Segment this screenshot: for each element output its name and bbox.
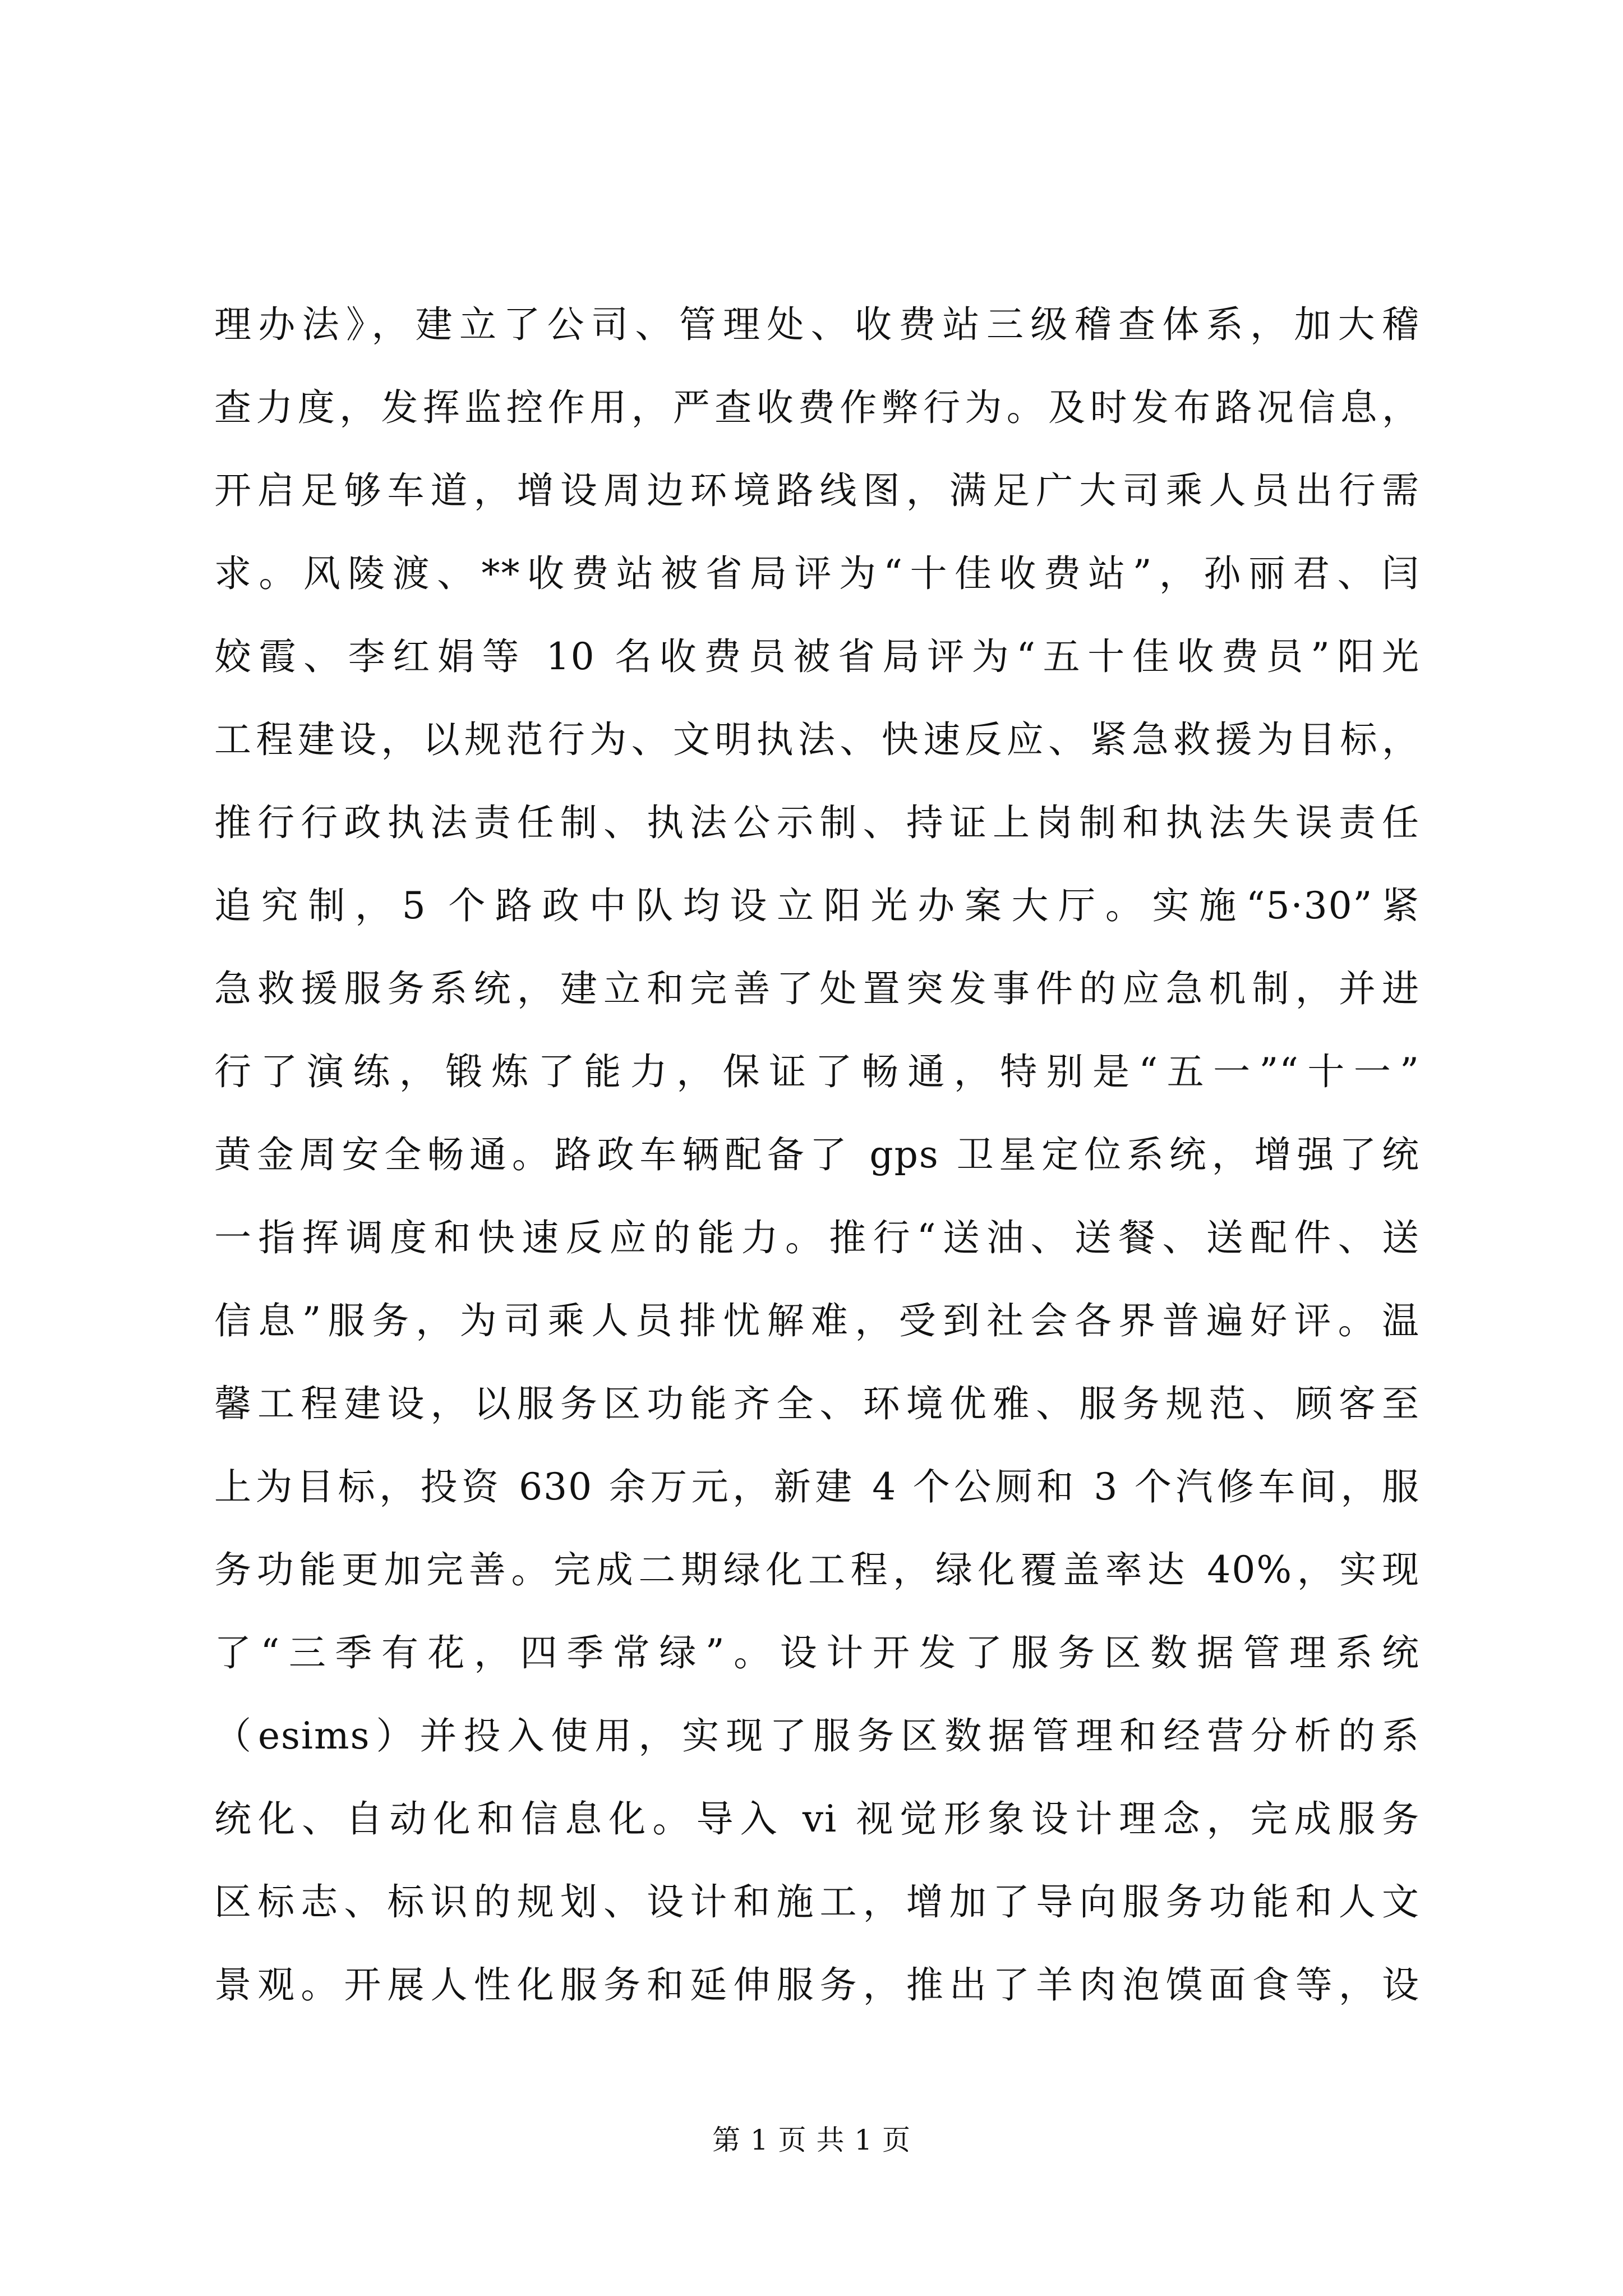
text-line: 急救援服务系统，建立和完善了处置突发事件的应急机制，并进: [214, 967, 1420, 1010]
text-line: 信息”服务，为司乘人员排忧解难，受到社会各界普遍好评。温: [214, 1299, 1420, 1342]
document-body: [214, 283, 1420, 2027]
text-line: 馨工程建设，以服务区功能齐全、环境优雅、服务规范、顾客至: [214, 1382, 1420, 1425]
text-line: 开启足够车道，增设周边环境路线图，满足广大司乘人员出行需: [214, 469, 1420, 512]
page-footer: [0, 2123, 1623, 2157]
text-line: 了“三季有花，四季常绿”。设计开发了服务区数据管理系统: [214, 1631, 1420, 1674]
text-line: 务功能更加完善。完成二期绿化工程，绿化覆盖率达 40%，实现: [214, 1548, 1420, 1591]
text-line: 理办法》，建立了公司、管理处、收费站三级稽查体系，加大稽: [214, 303, 1420, 346]
text-line: 查力度，发挥监控作用，严查收费作弊行为。及时发布路况信息，: [214, 386, 1420, 429]
text-line: 推行行政执法责任制、执法公示制、持证上岗制和执法失误责任: [214, 801, 1420, 844]
text-line: 追究制，5 个路政中队均设立阳光办案大厅。实施“5·30”紧: [214, 884, 1420, 927]
page-number-label: 第 1 页 共 1 页: [712, 2124, 911, 2156]
text-line: 上为目标，投资 630 余万元，新建 4 个公厕和 3 个汽修车间，服: [214, 1465, 1420, 1508]
text-line: 区标志、标识的规划、设计和施工，增加了导向服务功能和人文: [214, 1880, 1420, 1924]
text-line: 工程建设，以规范行为、文明执法、快速反应、紧急救援为目标，: [214, 718, 1420, 761]
text-line: 一指挥调度和快速反应的能力。推行“送油、送餐、送配件、送: [214, 1216, 1420, 1259]
text-line: 景观。开展人性化服务和延伸服务，推出了羊肉泡馍面食等，设: [214, 1963, 1420, 2007]
text-line: 姣霞、李红娟等 10 名收费员被省局评为“五十佳收费员”阳光: [214, 635, 1420, 678]
text-line: 黄金周安全畅通。路政车辆配备了 gps 卫星定位系统，增强了统: [214, 1133, 1420, 1176]
text-line: 求。风陵渡、**收费站被省局评为“十佳收费站”，孙丽君、闫: [214, 552, 1420, 595]
text-line: 行了演练，锻炼了能力，保证了畅通，特别是“五一”“十一”: [214, 1050, 1420, 1093]
text-line: （esims）并投入使用，实现了服务区数据管理和经营分析的系: [214, 1714, 1420, 1757]
text-line: 统化、自动化和信息化。导入 vi 视觉形象设计理念，完成服务: [214, 1797, 1420, 1841]
